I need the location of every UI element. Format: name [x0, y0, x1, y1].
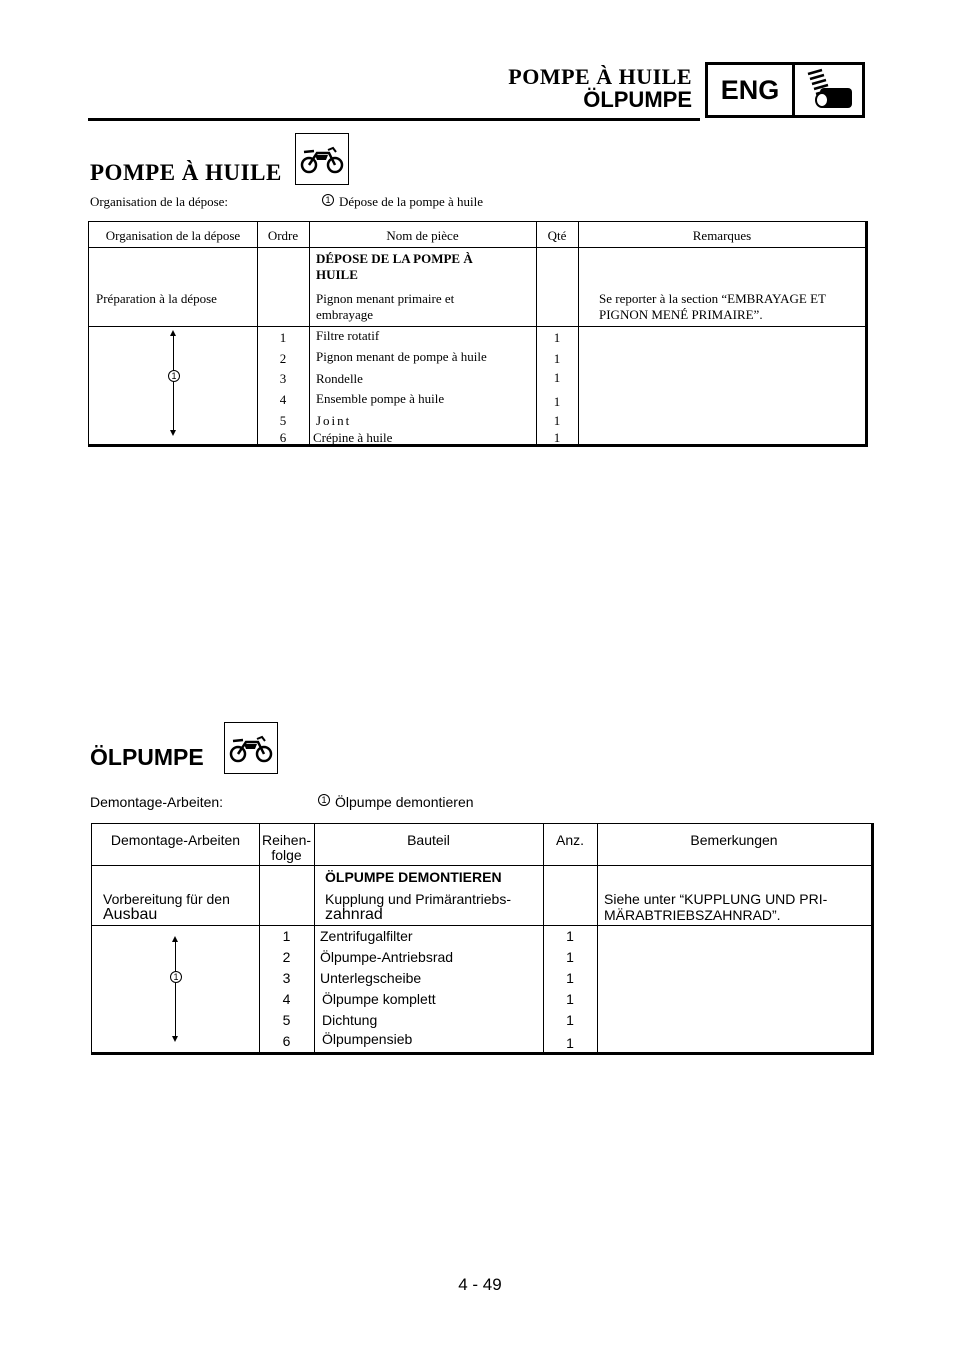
row-order: 5: [282, 1012, 291, 1028]
prep-remark: MÄRABTRIEBSZAHNRAD”.: [604, 907, 781, 923]
group-range-line: [175, 940, 176, 1038]
row-qty: 1: [566, 1035, 574, 1051]
removal-table-fr: [88, 221, 868, 447]
row-qty: 1: [553, 351, 561, 366]
page-number: 4 - 49: [458, 1275, 502, 1294]
row-order: 1: [282, 928, 291, 944]
procedure-heading: DÉPOSE DE LA POMPE À: [316, 251, 473, 266]
procedure-heading: HUILE: [316, 267, 358, 282]
section-title-fr: POMPE À HUILE: [90, 160, 282, 185]
arrow-down-icon: [170, 430, 176, 436]
prep-remark: PIGNON MENÉ PRIMAIRE”.: [599, 307, 763, 322]
row-order: 1: [279, 330, 287, 345]
row-order: 4: [282, 991, 291, 1007]
motorcycle-icon: [295, 133, 349, 185]
group-range-line: [173, 334, 174, 432]
row-part: Filtre rotatif: [316, 328, 380, 343]
row-part: Zentrifugalfilter: [320, 928, 413, 944]
col-header: Remarques: [692, 228, 752, 243]
engine-section-icon: [795, 65, 862, 115]
org-label: Demontage-Arbeiten:: [90, 794, 224, 810]
removal-table-de: [91, 823, 874, 1055]
row-part: Unterlegscheibe: [320, 970, 422, 986]
row-part: Ölpumpe komplett: [322, 991, 436, 1007]
row-part: Dichtung: [322, 1012, 378, 1028]
row-qty: 1: [566, 1012, 574, 1028]
row-qty: 1: [553, 370, 561, 385]
prep-label: Ausbau: [103, 906, 158, 923]
col-header: Qté: [547, 228, 567, 243]
prep-remark: Se reporter à la section “EMBRAYAGE ET: [599, 291, 826, 306]
prep-part: zahnrad: [325, 906, 383, 923]
org-text: Dépose de la pompe à huile: [339, 194, 484, 209]
row-qty: 1: [553, 330, 561, 345]
col-header: Organisation de la dépose: [105, 228, 241, 243]
row-part: Crépine à huile: [313, 430, 393, 445]
group-marker: 1: [168, 370, 180, 382]
row-qty: 1: [553, 413, 561, 428]
row-qty: 1: [566, 970, 574, 986]
arrow-up-icon: [172, 936, 178, 942]
prep-label: Préparation à la dépose: [96, 291, 217, 306]
header-title-fr: POMPE À HUILE: [508, 64, 692, 89]
prep-remark: Siehe unter “KUPPLUNG UND PRI-: [604, 891, 828, 907]
row-order: 3: [282, 970, 291, 986]
motorcycle-icon: [224, 722, 278, 774]
col-header: Ordre: [267, 228, 299, 243]
row-part: Joint: [316, 413, 352, 428]
section-tab: [705, 62, 865, 118]
header-title-de: ÖLPUMPE: [583, 87, 692, 112]
row-part: Ensemble pompe à huile: [316, 391, 445, 406]
col-header: folge: [271, 847, 302, 863]
row-part: Pignon menant de pompe à huile: [316, 349, 487, 364]
prep-label: Vorbereitung für den: [103, 891, 230, 907]
row-order: 3: [279, 371, 287, 386]
col-header: Nom de pièce: [386, 228, 459, 243]
org-label: Organisation de la dépose:: [90, 194, 229, 209]
row-order: 2: [282, 949, 291, 965]
col-header: Bauteil: [407, 832, 450, 848]
section-title-de: ÖLPUMPE: [90, 744, 204, 770]
header-rule: [88, 118, 700, 121]
group-marker: 1: [170, 971, 182, 983]
row-order: 6: [282, 1033, 291, 1049]
group-marker: 1: [318, 794, 330, 806]
org-text: Ölpumpe demontieren: [335, 794, 474, 810]
col-header: Reihen-: [261, 832, 312, 848]
procedure-heading: ÖLPUMPE DEMONTIEREN: [325, 869, 502, 885]
row-order: 6: [279, 430, 287, 445]
row-qty: 1: [566, 928, 574, 944]
prep-part: Pignon menant primaire et: [316, 291, 455, 306]
row-qty: 1: [553, 394, 561, 409]
row-order: 2: [279, 351, 287, 366]
removal-organization-de: [90, 794, 474, 810]
row-order: 4: [279, 392, 287, 407]
section-tab-label: ENG: [708, 65, 795, 115]
col-header: Bemerkungen: [690, 832, 778, 848]
arrow-up-icon: [170, 330, 176, 336]
prep-part: Kupplung und Primärantriebs-: [325, 891, 511, 907]
row-qty: 1: [566, 949, 574, 965]
row-part: Ölpumpe-Antriebsrad: [320, 949, 454, 965]
col-header: Demontage-Arbeiten: [110, 832, 241, 848]
row-part: Rondelle: [316, 371, 363, 386]
prep-part: embrayage: [316, 307, 374, 322]
row-qty: 1: [553, 430, 561, 445]
removal-organization-fr: [90, 194, 483, 210]
col-header: Anz.: [555, 832, 584, 848]
arrow-down-icon: [172, 1036, 178, 1042]
group-marker: 1: [322, 194, 334, 206]
row-qty: 1: [566, 991, 574, 1007]
row-part: Ölpumpensieb: [322, 1031, 413, 1047]
row-order: 5: [279, 413, 287, 428]
